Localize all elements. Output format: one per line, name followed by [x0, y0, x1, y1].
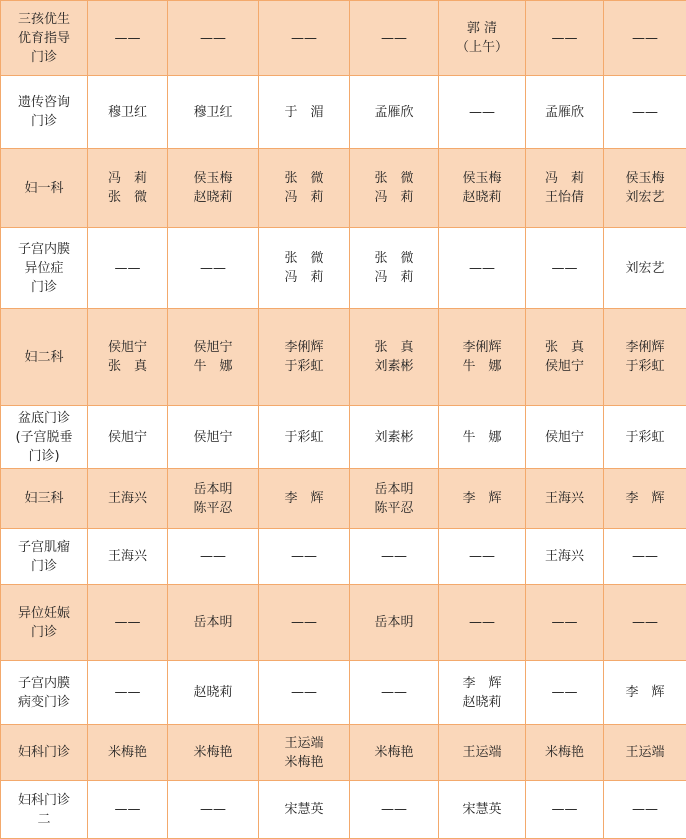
doctor-name: 赵晓莉 — [441, 693, 523, 712]
doctor-cell — [88, 725, 168, 781]
doctor-cell — [439, 781, 526, 839]
doctor-name: 张 真 — [528, 338, 601, 357]
department-cell — [1, 309, 88, 406]
doctor-cell — [526, 781, 604, 839]
doctor-name: 于彩虹 — [261, 428, 347, 447]
doctor-cell — [604, 406, 686, 469]
doctor-name: 米梅艳 — [352, 743, 436, 762]
doctor-cell — [350, 149, 439, 228]
doctor-name: —— — [261, 613, 347, 632]
doctor-name: 李 辉 — [441, 674, 523, 693]
doctor-cell — [350, 781, 439, 839]
doctor-name: 侯玉梅 — [441, 169, 523, 188]
doctor-cell — [526, 149, 604, 228]
department-cell — [1, 529, 88, 585]
schedule-row — [1, 469, 686, 529]
doctor-cell — [604, 309, 686, 406]
doctor-name: 冯 莉 — [90, 169, 165, 188]
doctor-name: （上午） — [441, 38, 523, 57]
doctor-cell — [526, 1, 604, 76]
doctor-name: —— — [606, 613, 684, 632]
doctor-name: 牛 娜 — [441, 357, 523, 376]
doctor-cell — [439, 228, 526, 309]
doctor-name: 于彩虹 — [261, 357, 347, 376]
doctor-cell — [88, 228, 168, 309]
doctor-cell — [259, 781, 350, 839]
doctor-cell — [350, 585, 439, 661]
doctor-name: —— — [90, 800, 165, 819]
doctor-name: —— — [261, 29, 347, 48]
doctor-cell — [168, 76, 259, 149]
doctor-cell — [604, 585, 686, 661]
department-cell — [1, 469, 88, 529]
doctor-name: 穆卫红 — [170, 103, 256, 122]
doctor-cell — [350, 406, 439, 469]
doctor-name: 侯旭宁 — [170, 428, 256, 447]
doctor-cell — [439, 309, 526, 406]
department-cell — [1, 585, 88, 661]
doctor-name: 孟雁欣 — [528, 103, 601, 122]
doctor-name: —— — [170, 29, 256, 48]
doctor-cell — [526, 725, 604, 781]
department-name-line: 妇一科 — [3, 179, 85, 198]
doctor-name: 侯玉梅 — [606, 169, 684, 188]
department-name-line: 门诊 — [3, 557, 85, 576]
doctor-name: 王海兴 — [90, 547, 165, 566]
doctor-name: —— — [90, 259, 165, 278]
doctor-name: 牛 娜 — [441, 428, 523, 447]
department-name-line: 门诊 — [3, 48, 85, 67]
doctor-name: 陈平忍 — [352, 499, 436, 518]
schedule-row — [1, 781, 686, 839]
doctor-cell — [168, 725, 259, 781]
doctor-cell — [526, 406, 604, 469]
department-name-line: 异位妊娠 — [3, 604, 85, 623]
doctor-name: —— — [441, 547, 523, 566]
doctor-name: 陈平忍 — [170, 499, 256, 518]
doctor-cell — [439, 529, 526, 585]
doctor-cell — [168, 309, 259, 406]
doctor-name: —— — [352, 547, 436, 566]
doctor-name: 张 微 — [352, 249, 436, 268]
doctor-name: 李俐辉 — [261, 338, 347, 357]
doctor-name: 米梅艳 — [170, 743, 256, 762]
doctor-cell — [526, 469, 604, 529]
doctor-cell — [259, 661, 350, 725]
doctor-name: 米梅艳 — [90, 743, 165, 762]
schedule-row — [1, 661, 686, 725]
doctor-name: 冯 莉 — [352, 268, 436, 287]
doctor-cell — [350, 309, 439, 406]
doctor-name: 张 微 — [352, 169, 436, 188]
doctor-name: 赵晓莉 — [170, 683, 256, 702]
doctor-name: 郭 清 — [441, 19, 523, 38]
doctor-name: —— — [261, 547, 347, 566]
department-name-line: 妇二科 — [3, 348, 85, 367]
doctor-cell — [350, 228, 439, 309]
doctor-name: 侯旭宁 — [528, 428, 601, 447]
doctor-name: 冯 莉 — [352, 188, 436, 207]
doctor-cell — [350, 725, 439, 781]
doctor-cell — [439, 469, 526, 529]
department-cell — [1, 228, 88, 309]
doctor-cell — [526, 309, 604, 406]
doctor-name: 米梅艳 — [528, 743, 601, 762]
doctor-name: 侯旭宁 — [528, 357, 601, 376]
schedule-row — [1, 309, 686, 406]
schedule-row — [1, 149, 686, 228]
doctor-name: 孟雁欣 — [352, 103, 436, 122]
doctor-cell — [259, 228, 350, 309]
doctor-name: 张 真 — [352, 338, 436, 357]
doctor-cell — [526, 661, 604, 725]
doctor-name: 岳本明 — [352, 613, 436, 632]
schedule-body — [1, 1, 686, 839]
doctor-cell — [168, 661, 259, 725]
doctor-name: 刘素彬 — [352, 428, 436, 447]
schedule-row — [1, 228, 686, 309]
doctor-name: 王怡倩 — [528, 188, 601, 207]
doctor-name: 李俐辉 — [441, 338, 523, 357]
department-name-line: 病变门诊 — [3, 693, 85, 712]
department-name-line: 盆底门诊 — [3, 409, 85, 428]
doctor-name: 刘宏艺 — [606, 188, 684, 207]
doctor-cell — [259, 76, 350, 149]
doctor-cell — [604, 661, 686, 725]
doctor-cell — [439, 585, 526, 661]
doctor-name: 冯 莉 — [261, 188, 347, 207]
doctor-cell — [168, 228, 259, 309]
doctor-name: 冯 莉 — [261, 268, 347, 287]
doctor-cell — [604, 529, 686, 585]
doctor-name: —— — [606, 103, 684, 122]
doctor-name: 李 辉 — [606, 489, 684, 508]
schedule-row — [1, 529, 686, 585]
doctor-cell — [168, 585, 259, 661]
doctor-cell — [439, 149, 526, 228]
doctor-cell — [439, 1, 526, 76]
doctor-name: —— — [261, 683, 347, 702]
department-cell — [1, 76, 88, 149]
department-cell — [1, 149, 88, 228]
doctor-name: —— — [352, 29, 436, 48]
department-cell — [1, 661, 88, 725]
doctor-name: 王海兴 — [528, 489, 601, 508]
department-name-line: 门诊) — [3, 447, 85, 466]
doctor-cell — [88, 76, 168, 149]
doctor-name: —— — [441, 103, 523, 122]
doctor-name: 刘素彬 — [352, 357, 436, 376]
doctor-name: 王运端 — [261, 734, 347, 753]
doctor-name: —— — [441, 613, 523, 632]
department-name-line: 妇科门诊 — [3, 791, 85, 810]
doctor-cell — [350, 469, 439, 529]
doctor-name: 宋慧英 — [261, 800, 347, 819]
doctor-name: —— — [528, 800, 601, 819]
doctor-cell — [88, 529, 168, 585]
department-name-line: 二 — [3, 810, 85, 829]
doctor-name: 李 辉 — [606, 683, 684, 702]
doctor-name: 侯玉梅 — [170, 169, 256, 188]
doctor-cell — [604, 149, 686, 228]
doctor-cell — [88, 469, 168, 529]
department-name-line: 门诊 — [3, 623, 85, 642]
doctor-name: 李俐辉 — [606, 338, 684, 357]
doctor-name: 张 微 — [90, 188, 165, 207]
schedule-row — [1, 76, 686, 149]
doctor-name: 赵晓莉 — [441, 188, 523, 207]
department-name-line: 子宫内膜 — [3, 674, 85, 693]
doctor-name: 李 辉 — [441, 489, 523, 508]
doctor-name: 王运端 — [441, 743, 523, 762]
doctor-cell — [168, 529, 259, 585]
doctor-name: 王运端 — [606, 743, 684, 762]
doctor-cell — [168, 1, 259, 76]
schedule-row — [1, 1, 686, 76]
doctor-cell — [526, 529, 604, 585]
doctor-cell — [168, 469, 259, 529]
department-name-line: (子宫脱垂 — [3, 428, 85, 447]
schedule-row — [1, 406, 686, 469]
doctor-name: 侯旭宁 — [170, 338, 256, 357]
doctor-name: 岳本明 — [170, 613, 256, 632]
doctor-cell — [526, 76, 604, 149]
doctor-name: —— — [441, 259, 523, 278]
doctor-cell — [88, 309, 168, 406]
doctor-name: —— — [90, 29, 165, 48]
doctor-name: 侯旭宁 — [90, 338, 165, 357]
doctor-cell — [88, 149, 168, 228]
doctor-name: 牛 娜 — [170, 357, 256, 376]
doctor-name: —— — [90, 683, 165, 702]
department-name-line: 异位症 — [3, 259, 85, 278]
department-name-line: 优育指导 — [3, 29, 85, 48]
doctor-cell — [604, 228, 686, 309]
doctor-name: 于 湄 — [261, 103, 347, 122]
department-name-line: 妇三科 — [3, 489, 85, 508]
department-name-line: 门诊 — [3, 112, 85, 131]
doctor-cell — [350, 1, 439, 76]
doctor-name: 张 微 — [261, 249, 347, 268]
doctor-cell — [526, 228, 604, 309]
doctor-name: 岳本明 — [170, 480, 256, 499]
doctor-name: 宋慧英 — [441, 800, 523, 819]
doctor-name: 张 微 — [261, 169, 347, 188]
doctor-name: 王海兴 — [528, 547, 601, 566]
doctor-cell — [604, 469, 686, 529]
doctor-name: —— — [90, 613, 165, 632]
doctor-cell — [439, 76, 526, 149]
doctor-cell — [88, 781, 168, 839]
doctor-name: 岳本明 — [352, 480, 436, 499]
department-cell — [1, 1, 88, 76]
department-name-line: 遗传咨询 — [3, 93, 85, 112]
doctor-cell — [168, 781, 259, 839]
schedule-row — [1, 725, 686, 781]
doctor-name: 穆卫红 — [90, 103, 165, 122]
doctor-cell — [439, 725, 526, 781]
doctor-cell — [350, 76, 439, 149]
doctor-cell — [88, 406, 168, 469]
doctor-cell — [259, 406, 350, 469]
doctor-name: 赵晓莉 — [170, 188, 256, 207]
doctor-name: 米梅艳 — [261, 753, 347, 772]
doctor-cell — [604, 725, 686, 781]
doctor-name: 冯 莉 — [528, 169, 601, 188]
doctor-cell — [350, 529, 439, 585]
doctor-name: —— — [170, 800, 256, 819]
doctor-cell — [439, 406, 526, 469]
doctor-name: —— — [352, 800, 436, 819]
doctor-cell — [526, 585, 604, 661]
department-name-line: 三孩优生 — [3, 10, 85, 29]
doctor-cell — [259, 585, 350, 661]
doctor-cell — [259, 469, 350, 529]
doctor-cell — [259, 529, 350, 585]
doctor-cell — [259, 1, 350, 76]
doctor-cell — [604, 781, 686, 839]
doctor-name: —— — [528, 29, 601, 48]
doctor-name: —— — [528, 683, 601, 702]
doctor-cell — [604, 1, 686, 76]
doctor-name: 于彩虹 — [606, 357, 684, 376]
department-cell — [1, 725, 88, 781]
doctor-cell — [168, 149, 259, 228]
doctor-cell — [259, 309, 350, 406]
doctor-name: —— — [352, 683, 436, 702]
doctor-name: —— — [528, 259, 601, 278]
doctor-name: —— — [528, 613, 601, 632]
doctor-name: 侯旭宁 — [90, 428, 165, 447]
doctor-name: —— — [170, 259, 256, 278]
department-name-line: 妇科门诊 — [3, 743, 85, 762]
department-name-line: 门诊 — [3, 278, 85, 297]
doctor-cell — [88, 1, 168, 76]
department-cell — [1, 406, 88, 469]
doctor-name: 于彩虹 — [606, 428, 684, 447]
department-name-line: 子宫内膜 — [3, 240, 85, 259]
doctor-cell — [259, 149, 350, 228]
doctor-name: 李 辉 — [261, 489, 347, 508]
doctor-name: —— — [606, 29, 684, 48]
doctor-name: 王海兴 — [90, 489, 165, 508]
doctor-cell — [439, 661, 526, 725]
doctor-cell — [88, 661, 168, 725]
department-cell — [1, 781, 88, 839]
doctor-name: —— — [170, 547, 256, 566]
doctor-name: —— — [606, 800, 684, 819]
doctor-name: —— — [606, 547, 684, 566]
department-name-line: 子宫肌瘤 — [3, 538, 85, 557]
doctor-cell — [604, 76, 686, 149]
doctor-cell — [88, 585, 168, 661]
doctor-cell — [350, 661, 439, 725]
doctor-name: 刘宏艺 — [606, 259, 684, 278]
schedule-row — [1, 585, 686, 661]
doctor-cell — [168, 406, 259, 469]
doctor-name: 张 真 — [90, 357, 165, 376]
doctor-cell — [259, 725, 350, 781]
